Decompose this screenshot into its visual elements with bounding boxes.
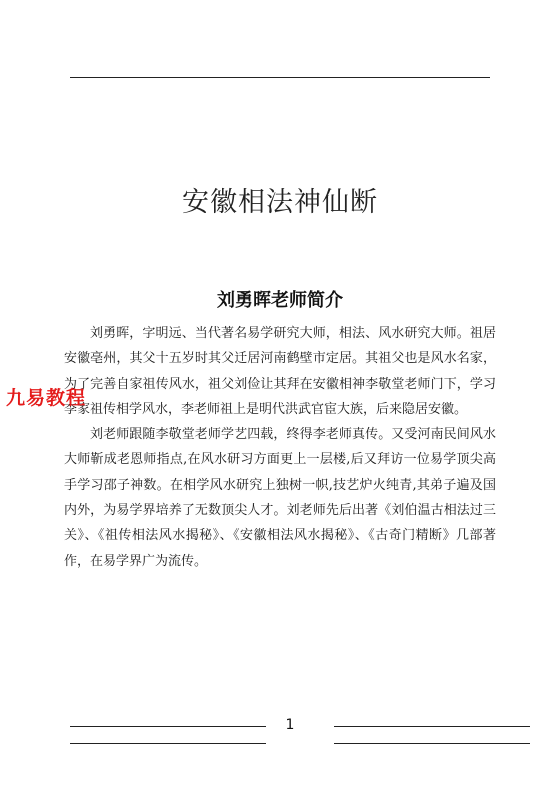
paragraph-2: 刘老师跟随李敬堂老师学艺四载，终得李老师真传。又受河南民间风水大师靳成老恩师指点,在风水研习方面更上一层楼,后又拜访一位易学顶尖高手学习邵子神数。在相学风水研究上独树一帜,技艺炉火纯青,其弟子遍及国内外，为易学界培养了无数顶尖人才。刘老师先后出著《刘伯温古相法过三关》、《祖传相法风水揭秘》、《安徽相法风水揭秘》、《古奇门精断》几部著作，在易学界广为流传。 — [64, 427, 496, 569]
watermark-logo: 九易教程 — [6, 387, 87, 409]
header-rule — [70, 77, 490, 78]
page-number: 1 — [285, 717, 295, 733]
footer-rule-right-bottom — [334, 743, 530, 744]
paragraph-1: 刘勇晖，字明远、当代著名易学研究大师，相法、风水研究大师。祖居安徽亳州，其父十五岁时其父迁居河南鹤壁市定居。其祖父也是风水名家，为了完善自家祖传风水，祖父刘俭让其拜在安徽相神李敬堂老师门下，学习李家祖传相学风水，李老师祖上是明代洪武官宦大族，后来隐居安徽。 — [64, 326, 496, 417]
footer-rule-right-top — [334, 726, 530, 727]
footer-rule-left-top — [70, 726, 266, 727]
body-text — [64, 321, 496, 574]
document-title: 安徽相法神仙断 — [182, 187, 378, 218]
footer-rule-left-bottom — [70, 743, 266, 744]
section-heading: 刘勇晖老师简介 — [217, 290, 343, 311]
